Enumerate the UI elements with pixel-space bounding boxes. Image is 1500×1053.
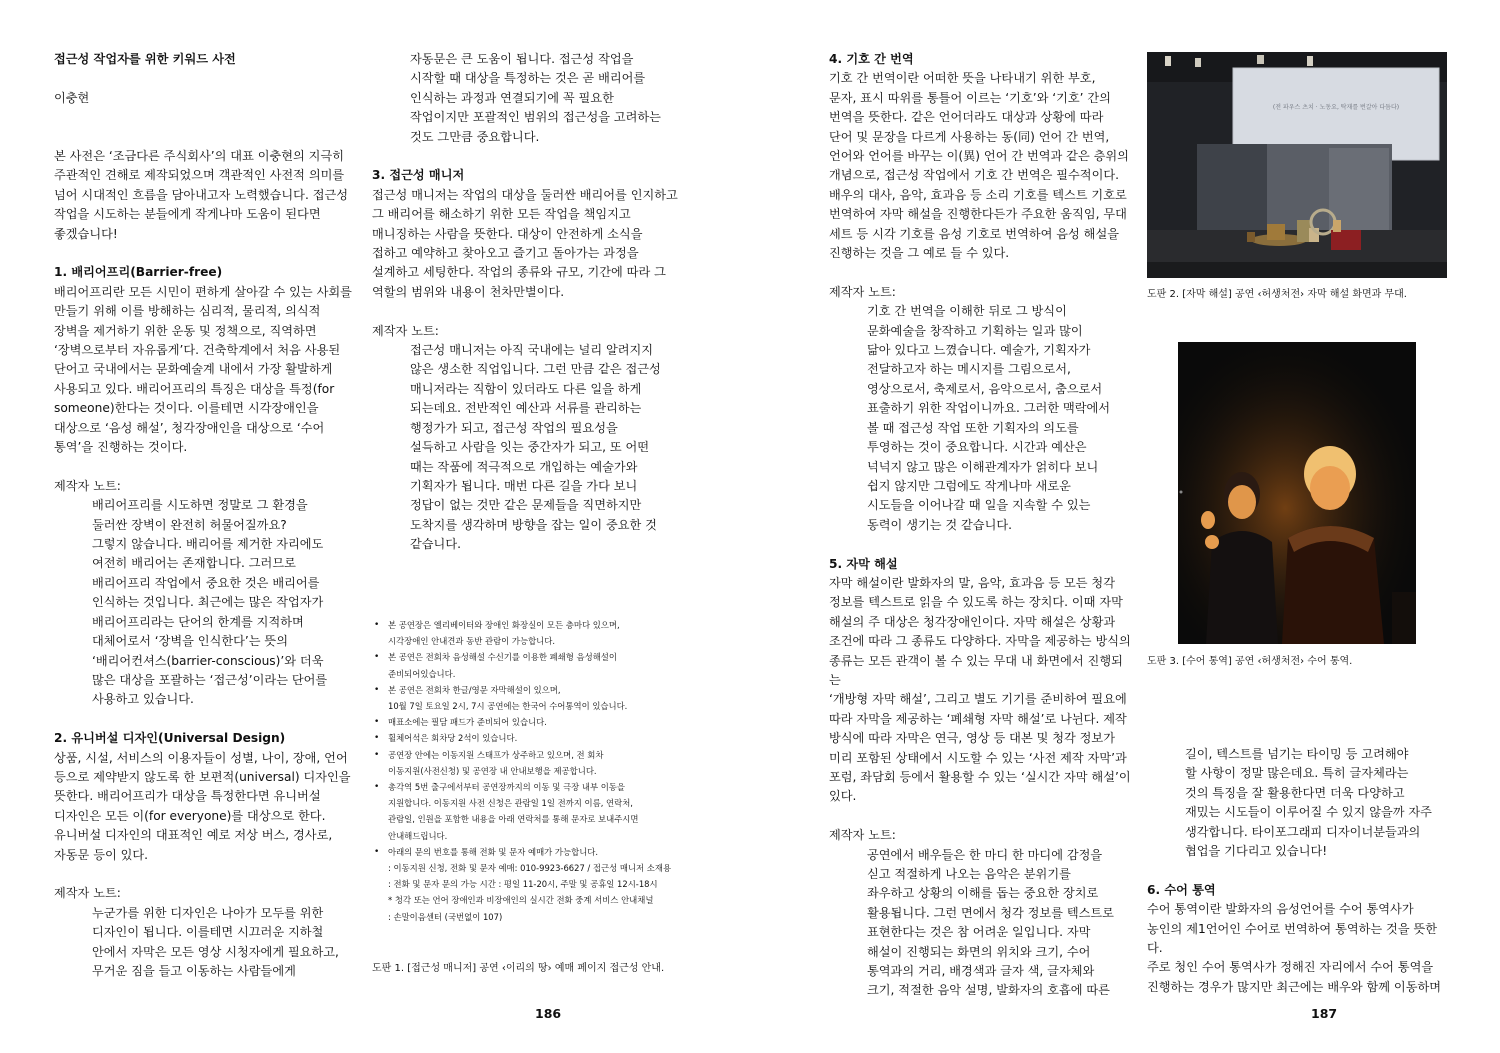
note-bullet-item: • 공연장 안에는 이동지원 스태프가 상주하고 있으며, 전 회차 [372, 747, 677, 763]
text-line: 그렇지 않습니다. 배리어를 제거한 자리에도 [92, 537, 324, 552]
text-line: 진행하는 것을 그 예로 들 수 있다. [829, 246, 1010, 261]
text-line: 세트 등 시각 기호를 음성 기호로 번역하여 음성 해설을 [829, 226, 1120, 241]
right-column-2 [1147, 745, 1452, 997]
text-line: 상품, 시설, 서비스의 이용자들이 성별, 나이, 장애, 언어 [54, 750, 348, 765]
text-line: 종류는 모든 관객이 볼 수 있는 무대 내 화면에서 진행되는 [829, 653, 1123, 687]
text-line: 넉넉지 않고 많은 이해관계자가 얽히다 보니 [867, 459, 1099, 474]
text-line: 전달하고자 하는 메시지를 그림으로서, [867, 362, 1071, 377]
text-line: 접근성 매니저는 작업의 대상을 둘러싼 배리어를 인지하고 [372, 187, 678, 202]
text-line: 단어고 국내에서는 문화예술계 내에서 가장 활발하게 [54, 362, 333, 377]
text-line: 표현한다는 것은 참 어려운 일입니다. 자막 [867, 925, 1091, 940]
text-line: 해설의 주 대상은 청각장애인이다. 자막 해설은 상황과 [829, 614, 1116, 629]
text-line: 설계하고 세팅한다. 작업의 종류와 규모, 기간에 따라 그 [372, 265, 666, 280]
text-line: 영상으로서, 축제로서, 음악으로서, 춤으로서 [867, 381, 1103, 396]
text-line: 뜻한다. 배리어프리가 대상을 특정한다면 유니버설 [54, 789, 321, 804]
text-line: 매니징하는 사람을 뜻한다. 대상이 안전하게 소식을 [372, 226, 643, 241]
text-line: 매니저라는 직함이 있더라도 다른 일을 하게 [410, 381, 642, 396]
text-line: 않은 생소한 직업입니다. 그런 만큼 같은 접근성 [410, 362, 661, 377]
text-line: 둘러싼 장벽이 완전히 허물어질까요? [92, 517, 287, 532]
text-line: 도착지를 생각하며 방향을 잡는 일이 중요한 것 [410, 517, 657, 532]
section-heading: 6. 수어 통역 [1147, 882, 1216, 897]
text-line: 문자, 표시 따위를 통틀어 이르는 ‘기호’와 ‘기호’ 간의 [829, 90, 1111, 105]
text-line: 넘어 시대적인 흐름을 담아내고자 노력했습니다. 접근성 [54, 187, 349, 202]
text-line: 통역과의 거리, 배경색과 글자 색, 글자체와 [867, 964, 1095, 979]
text-line: 때는 작품에 적극적으로 개입하는 예술가와 [410, 459, 638, 474]
note-continuation: : 손말이음센터 (국번없이 107) [388, 911, 503, 922]
text-line: 동력이 생기는 것 같습니다. [867, 517, 1013, 532]
text-line: 좋겠습니다! [54, 226, 118, 241]
text-line: 배리어프리라는 단어의 한계를 지적하며 [92, 614, 304, 629]
text-line: 되는데요. 전반적인 예산과 서류를 관리하는 [410, 401, 642, 416]
text-line: 쉽지 않지만 그럼에도 작게나마 새로운 [867, 478, 1071, 493]
note-continuation: : 이동지원 신청, 전화 및 문자 예매: 010-9923-6627 / 접근성 매니저 소재용 [388, 863, 672, 874]
text-line: 장벽을 제거하기 위한 운동 및 정책으로, 직역하면 [54, 323, 317, 338]
right-column-1 [829, 50, 1134, 1001]
note-continuation: * 청각 또는 언어 장애인과 비장애인의 실시간 전화 중계 서비스 안내채널 [388, 895, 654, 906]
text-line: 따라 자막을 제공하는 ‘폐쇄형 자막 해설’로 나뉜다. 제작 [829, 711, 1127, 726]
text-line: 해설이 진행되는 화면의 위치와 크기, 수어 [867, 944, 1091, 959]
text-line: ‘장벽으로부터 자유롭게’다. 건축학계에서 처음 사용된 [54, 343, 341, 358]
text-line: 언어와 언어를 바꾸는 이(異) 언어 간 번역과 같은 층위의 [829, 149, 1129, 164]
text-line: 정보를 텍스트로 읽을 수 있도록 하는 장치다. 이때 자막 [829, 595, 1123, 610]
text-line: 번역을 뜻한다. 같은 언어더라도 대상과 상황에 따라 [829, 110, 1104, 125]
text-line: 제작자 노트: [829, 284, 896, 299]
figure-1-caption: 도판 1. [접근성 매니저] 공연 ‹이리의 땅› 예매 페이지 접근성 안내. [372, 963, 665, 974]
text-line: 설득하고 사람을 잇는 중간자가 되고, 또 어떤 [410, 440, 650, 455]
text-line: 여전히 배리어는 존재합니다. 그러므로 [92, 556, 296, 571]
section-heading: 5. 자막 해설 [829, 556, 898, 571]
text-line: 방식에 따라 자막은 연극, 영상 등 대본 및 청각 정보가 [829, 731, 1115, 746]
text-line: 제작자 노트: [372, 323, 439, 338]
note-bullet-item: • 본 공연은 전회차 한글/영문 자막해설이 있으며, [372, 682, 677, 698]
note-continuation: 시각장애인 안내견과 동반 관람이 가능합니다. [388, 636, 556, 647]
text-line: someone)한다는 것이다. 이를테면 시각장애인을 [54, 401, 319, 416]
text-line: 인식하는 과정과 연결되기에 꼭 필요한 [410, 90, 614, 105]
paragraph-gap [54, 457, 354, 476]
text-line: 배리어프리 작업에서 중요한 것은 배리어를 [92, 575, 320, 590]
text-line: ‘개방형 자막 해설’, 그리고 별도 기기를 준비하여 필요에 [829, 692, 1127, 707]
paragraph-gap [829, 263, 1134, 282]
text-line: 것의 특징을 잘 활용한다면 더욱 다양하고 [1185, 785, 1405, 800]
text-line: 작업을 시도하는 분들에게 작게나마 도움이 된다면 [54, 207, 321, 222]
text-line: 기획자가 됩니다. 매번 다른 길을 가다 보니 [410, 478, 638, 493]
paragraph-gap [54, 865, 354, 884]
text-line: 싣고 적절하게 나오는 음악은 분위기를 [867, 867, 1071, 882]
text-line: 제작자 노트: [829, 828, 896, 843]
text-line: 역할의 범위와 내용이 천차만별이다. [372, 284, 565, 299]
section-heading: 1. 배리어프리(Barrier-free) [54, 265, 223, 280]
text-line: 인식하는 것입니다. 최근에는 많은 작업자가 [92, 595, 324, 610]
text-line: 번역하여 자막 해설을 진행한다든가 주요한 움직임, 무대 [829, 207, 1127, 222]
accessibility-notes-list [372, 617, 677, 925]
text-line: 미리 포함된 상태에서 시도할 수 있는 ‘사전 제작 자막’과 [829, 750, 1127, 765]
note-bullet-item: • 본 공연장은 엘리베이터와 장애인 화장실이 모든 층마다 있으며, [372, 617, 677, 633]
text-line: 안에서 자막은 모든 영상 시청자에게 필요하고, [92, 944, 339, 959]
text-line: 같습니다. [410, 537, 461, 552]
text-line: 이충현 [54, 90, 90, 105]
text-line: 사용되고 있다. 배리어프리의 특징은 대상을 특정(for [54, 381, 335, 396]
stage-photo-subtitle-screen [1147, 52, 1447, 278]
text-line: 배우의 대사, 음악, 효과음 등 소리 기호를 텍스트 기호로 [829, 187, 1127, 202]
note-bullet-item: • 매표소에는 필담 패드가 준비되어 있습니다. [372, 714, 677, 730]
note-continuation: 이동지원(사전신청) 및 공연장 내 안내보행을 제공합니다. [388, 765, 597, 776]
text-line: 포럼, 좌담회 등에서 활용할 수 있는 ‘실시간 자막 해설’이 [829, 770, 1131, 784]
text-line: 제작자 노트: [54, 478, 121, 493]
paragraph-gap [54, 128, 354, 147]
note-bullet-item: • 총각역 5번 출구에서부터 공연장까지의 이동 및 극장 내부 이동을 [372, 779, 677, 795]
text-line: 무거운 짐을 들고 이동하는 사람들에게 [92, 963, 296, 978]
text-line: 생각합니다. 타이포그래피 디자이너분들과의 [1185, 824, 1421, 839]
text-line: 통역’을 진행하는 것이다. [54, 440, 188, 455]
text-line: 닮아 있다고 느꼈습니다. 예술가, 기획자가 [867, 343, 1091, 358]
text-line: 크기, 적절한 음악 설명, 발화자의 호흡에 따른 [867, 983, 1110, 998]
text-line: 만들기 위해 이를 방해하는 심리적, 물리적, 의식적 [54, 304, 321, 319]
text-line: 개념으로, 접근성 작업에서 기호 간 번역은 필수적이다. [829, 168, 1120, 183]
note-bullet-item: • 휠체어석은 회차당 2석이 있습니다. [372, 730, 677, 746]
stage-subtitle-image [1147, 52, 1447, 278]
figure-3-caption: 도판 3. [수어 통역] 공연 ‹허생처전› 수어 통역. [1147, 656, 1353, 667]
section-heading: 2. 유니버설 디자인(Universal Design) [54, 731, 286, 746]
paragraph-gap [372, 302, 682, 321]
paragraph-gap [54, 244, 354, 263]
text-line: 행정가가 되고, 접근성 작업의 필요성을 [410, 420, 618, 435]
note-continuation: 10월 7일 토요일 2시, 7시 공연에는 한국어 수어통역이 있습니다. [388, 701, 628, 712]
note-continuation: 지원합니다. 이동지원 사전 신청은 관람일 1일 전까지 이름, 연락처, [388, 798, 633, 809]
text-line: 등으로 제약받지 않도록 한 보편적(universal) 디자인을 [54, 769, 351, 784]
text-line: 수어 통역이란 발화자의 음성언어를 수어 통역사가 [1147, 902, 1414, 917]
left-column-1 [54, 50, 354, 981]
text-line: 작업이지만 포괄적인 범위의 접근성을 고려하는 [410, 110, 661, 125]
text-line: 접하고 예약하고 찾아오고 즐기고 돌아가는 과정을 [372, 246, 639, 261]
paragraph-gap [54, 108, 354, 127]
section-heading: 4. 기호 간 번역 [829, 52, 914, 66]
page-number-left: 186 [535, 1006, 562, 1021]
text-line: 배리어프리를 시도하면 정말로 그 환경을 [92, 498, 308, 513]
text-line: 문화예술을 창작하고 기획하는 일과 많이 [867, 323, 1083, 338]
text-line: 많은 대상을 포괄하는 ‘접근성’이라는 단어를 [92, 672, 328, 687]
text-line: 볼 때 접근성 작업 또한 기획자의 의도를 [867, 420, 1079, 435]
text-line: 대체어로서 ‘장벽을 인식한다’는 뜻의 [92, 634, 288, 649]
text-line: ‘배리어컨셔스(barrier-conscious)’와 더욱 [92, 653, 324, 668]
text-line: 협업을 기다리고 있습니다! [1185, 844, 1328, 859]
paragraph-gap [829, 807, 1134, 826]
paragraph-gap [372, 147, 682, 166]
text-line: 길이, 텍스트를 넘기는 타이밍 등 고려해야 [1185, 747, 1409, 761]
note-continuation: : 전화 및 문자 문의 가능 시간 : 평일 11-20시, 주말 및 공휴일 12시-18시 [388, 879, 658, 890]
text-line: 단어 및 문장을 다르게 사용하는 동(同) 언어 간 번역, [829, 129, 1110, 144]
left-column-2 [372, 50, 682, 555]
stage-photo-sign-language [1178, 342, 1416, 644]
text-line: 누군가를 위한 디자인은 나아가 모두를 위한 [92, 905, 324, 920]
text-line: 조건에 따라 그 종류도 다양하다. 자막을 제공하는 방식의 [829, 634, 1131, 649]
text-line: 표출하기 위한 작업이니까요. 그러한 맥락에서 [867, 401, 1111, 416]
text-line: 시작할 때 대상을 특정하는 것은 곧 배리어를 [410, 71, 646, 86]
text-line: 투영하는 것이 중요합니다. 시간과 예산은 [867, 440, 1087, 455]
paragraph-gap [54, 710, 354, 729]
text-line: 진행하는 경우가 많지만 최근에는 배우와 함께 이동하며 [1147, 979, 1442, 994]
section-heading: 3. 접근성 매니저 [372, 168, 465, 183]
paragraph-gap [829, 535, 1134, 554]
note-continuation: 관람일, 인원을 포함한 내용을 아래 연락처를 통해 문자로 보내주시면 [388, 814, 639, 825]
page-number-right: 187 [1311, 1006, 1338, 1021]
paragraph-gap [54, 69, 354, 88]
text-line: 유니버설 디자인의 대표적인 예로 저상 버스, 경사로, [54, 828, 333, 843]
text-line: 농인의 제1언어인 수어로 번역하여 통역하는 것을 뜻한다. [1147, 921, 1438, 956]
text-line: 그 배리어를 해소하기 위한 모든 작업을 책임지고 [372, 207, 631, 222]
note-continuation: 안내해드립니다. [388, 830, 448, 841]
note-bullet-item: • 아래의 문의 번호를 통해 전화 및 문자 예매가 가능합니다. [372, 844, 677, 860]
text-line: 제작자 노트: [54, 886, 121, 901]
text-line: 정답이 없는 것만 같은 문제들을 직면하지만 [410, 498, 642, 513]
text-line: 재밌는 시도들이 이루어질 수 있지 않을까 자주 [1185, 805, 1432, 820]
text-line: 있다. [829, 789, 857, 804]
text-line: 것도 그만큼 중요합니다. [410, 129, 540, 144]
figure-2-caption: 도판 2. [자막 해설] 공연 ‹허생처전› 자막 해설 화면과 무대. [1147, 289, 1407, 300]
text-line: 기호 간 번역이란 어떠한 뜻을 나타내기 위한 부호, [829, 71, 1096, 86]
text-line: 디자인은 모든 이(for everyone)를 대상으로 한다. [54, 808, 326, 823]
note-continuation: 준비되어있습니다. [388, 668, 456, 679]
section-heading: 접근성 작업자를 위한 키워드 사전 [54, 52, 236, 66]
text-line: 좌우하고 상황의 이해를 돕는 중요한 장치로 [867, 886, 1099, 901]
text-line: 자동문은 큰 도움이 됩니다. 접근성 작업을 [410, 52, 634, 66]
text-line: 공연에서 배우들은 한 마디 한 마디에 감정을 [867, 847, 1103, 862]
text-line: 본 사전은 ‘조금다른 주식회사’의 대표 이충현의 지극히 [54, 148, 345, 163]
text-line: 사용하고 있습니다. [92, 692, 194, 707]
text-line: 대상으로 ‘음성 해설’, 청각장애인을 대상으로 ‘수어 [54, 420, 325, 435]
text-line: 시도들을 이어나갈 때 일을 지속할 수 있는 [867, 498, 1091, 513]
text-line: 할 사항이 정말 많은데요. 특히 글자체라는 [1185, 766, 1409, 781]
note-bullet-item: • 본 공연은 전회차 음성해설 수신기를 이용한 폐쇄형 음성해설이 [372, 649, 677, 665]
text-line: 주관적인 견해로 제작되었으며 객관적인 사전적 의미를 [54, 168, 345, 183]
text-line: 디자인이 됩니다. 이를테면 시끄러운 지하철 [92, 925, 324, 940]
text-line: 접근성 매니저는 아직 국내에는 널리 알려지지 [410, 343, 654, 358]
subtitle-screen-text: (전 파우스 츠치 · 노동요, 탁재를 번갈아 다듬다) [1272, 104, 1400, 111]
text-line: 자막 해설이란 발화자의 말, 음악, 효과음 등 모든 청각 [829, 575, 1115, 590]
paragraph-gap [1147, 861, 1452, 880]
text-line: 주로 청인 수어 통역사가 정해진 자리에서 수어 통역을 [1147, 960, 1434, 975]
text-line: 자동문 등이 있다. [54, 847, 149, 862]
text-line: 배리어프리란 모든 시민이 편하게 살아갈 수 있는 사회를 [54, 284, 352, 299]
text-line: 활용됩니다. 그런 면에서 청각 정보를 텍스트로 [867, 905, 1114, 920]
text-line: 기호 간 번역을 이해한 뒤로 그 방식이 [867, 304, 1067, 319]
sign-language-image [1178, 342, 1416, 644]
